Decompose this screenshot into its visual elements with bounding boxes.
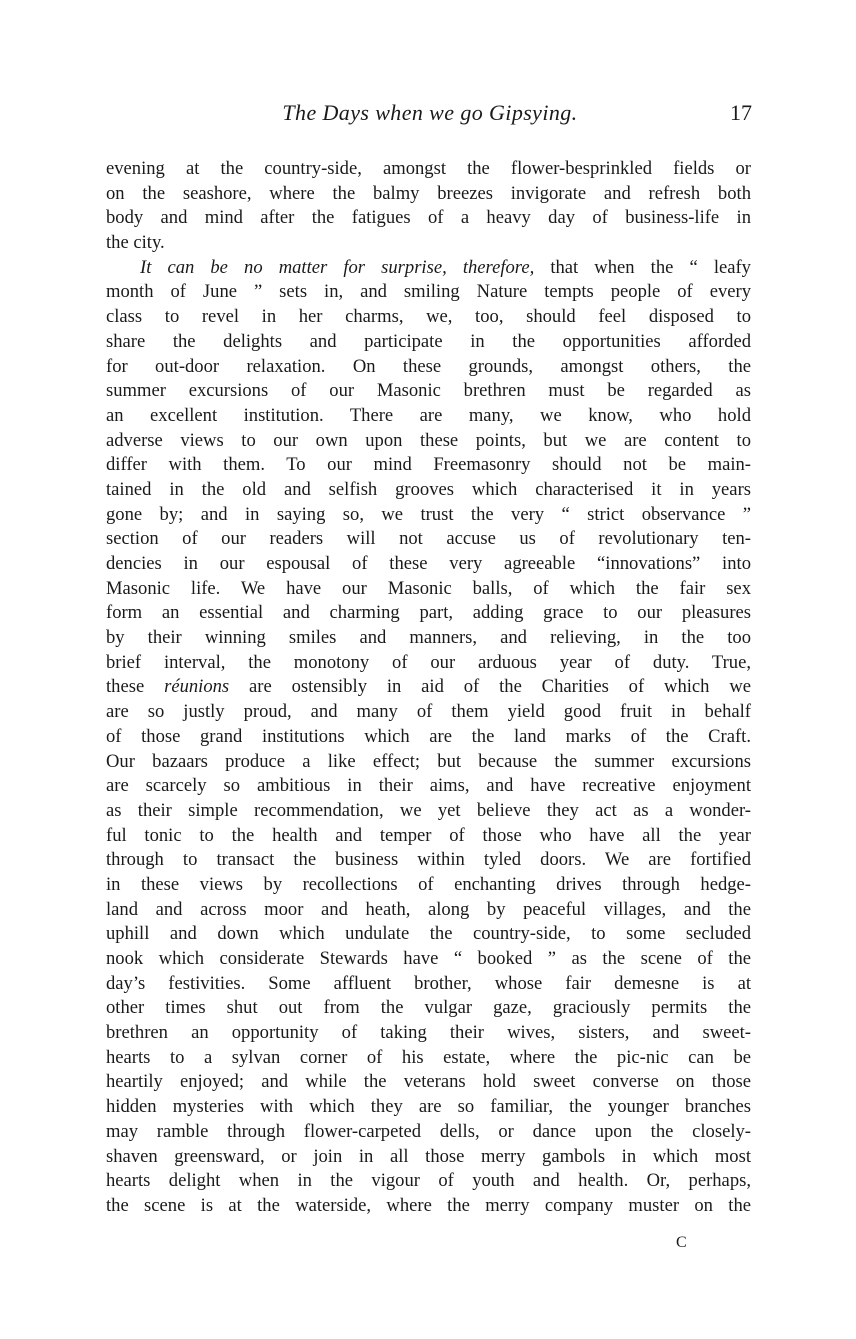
text-line: may ramble through flower-carpeted dells, or dance upon the closely-	[106, 1120, 751, 1142]
text-line: land and across moor and heath, along by peaceful villages, and the	[106, 898, 751, 920]
text-line: brethren an opportunity of taking their wives, sisters, and sweet-	[106, 1022, 751, 1044]
text-line: brief interval, the monotony of our arduous year of duty. True,	[106, 651, 751, 673]
text-line: heartily enjoyed; and while the veterans hold sweet converse on those	[106, 1071, 751, 1093]
text-line: hearts delight when in the vigour of youth and health. Or, perhaps,	[106, 1170, 751, 1192]
text-line: of those grand institutions which are the land marks of the Craft.	[106, 725, 751, 747]
text-line: shaven greensward, or join in all those merry gambols in which most	[106, 1145, 751, 1167]
text-line: dencies in our espousal of these very agreeable “innovations” into	[106, 553, 751, 574]
signature-mark: C	[676, 1234, 687, 1251]
text-line: body and mind after the fatigues of a heavy day of business-life in	[106, 207, 751, 229]
text-line: day’s festivities. Some affluent brother, whose fair demesne is at	[106, 972, 751, 994]
text-line: these réunions are ostensibly in aid of the Charities of which we	[106, 676, 752, 698]
text-line: are so justly proud, and many of them yield good fruit in behalf	[106, 701, 751, 723]
text-line: an excellent institution. There are many, we know, who hold	[106, 404, 751, 426]
text-line: hearts to a sylvan corner of his estate, where the pic-nic can be	[106, 1046, 751, 1068]
text-line: hidden mysteries with which they are so familiar, the younger branches	[106, 1096, 751, 1118]
running-title: The Days when we go Gipsying.	[282, 100, 578, 125]
text-line: form an essential and charming part, adding grace to our pleasures	[106, 602, 751, 624]
text-line: uphill and down which undulate the country-side, to some secluded	[106, 923, 751, 945]
text-line: adverse views to our own upon these points, but we are content to	[106, 429, 751, 451]
text-line: summer excursions of our Masonic brethren must be regarded as	[106, 380, 751, 402]
text-line: evening at the country-side, amongst the flower-besprinkled fields or	[106, 158, 751, 179]
text-line: class to revel in her charms, we, too, should feel disposed to	[106, 306, 751, 328]
text-line: in these views by recollections of enchanting drives through hedge-	[106, 873, 751, 895]
text-line: section of our readers will not accuse us of revolutionary ten-	[106, 528, 751, 550]
text-line: the scene is at the waterside, where the merry company muster on the	[106, 1194, 751, 1216]
text-line: It can be no matter for surprise, therefore, that when the “ leafy	[140, 256, 751, 278]
text-line: nook which considerate Stewards have “ booked ” as the scene of the	[106, 948, 751, 969]
text-line: on the seashore, where the balmy breezes invigorate and refresh both	[106, 182, 751, 204]
text-line: Our bazaars produce a like effect; but because the summer excursions	[106, 750, 751, 772]
text-line: month of June ” sets in, and smiling Nature tempts people of every	[106, 281, 751, 303]
text-line: the city.	[106, 232, 165, 254]
text-line: other times shut out from the vulgar gaze, graciously permits the	[106, 997, 751, 1019]
text-line: ful tonic to the health and temper of those who have all the year	[106, 824, 751, 846]
page-header	[108, 100, 752, 134]
text-line: share the delights and participate in the opportunities afforded	[106, 330, 751, 352]
text-line: gone by; and in saying so, we trust the very “ strict observance ”	[106, 503, 751, 525]
text-line: differ with them. To our mind Freemasonry should not be main-	[106, 454, 751, 476]
text-line: by their winning smiles and manners, and relieving, in the too	[106, 627, 751, 649]
text-line: Masonic life. We have our Masonic balls, of which the fair sex	[106, 577, 751, 599]
page-number: 17	[730, 100, 752, 125]
text-line: for out-door relaxation. On these grounds, amongst others, the	[106, 355, 751, 377]
body-text	[106, 157, 751, 1219]
text-line: through to transact the business within tyled doors. We are fortified	[106, 849, 751, 871]
text-line: tained in the old and selfish grooves which characterised it in years	[106, 478, 751, 500]
text-line: as their simple recommendation, we yet believe they act as a wonder-	[106, 799, 751, 821]
text-line: are scarcely so ambitious in their aims, and have recreative enjoyment	[106, 775, 751, 797]
